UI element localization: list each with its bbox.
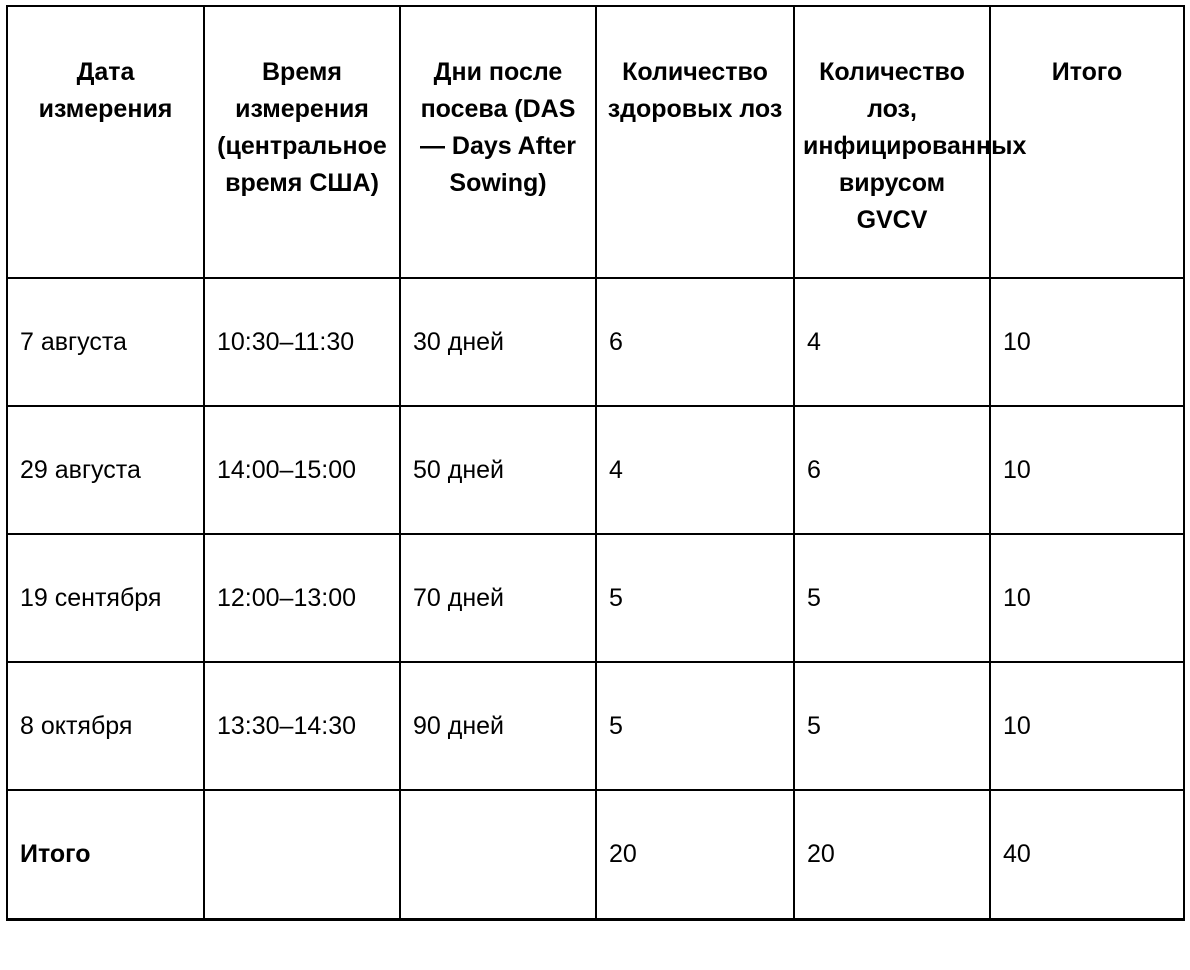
table-row [7, 662, 1184, 790]
cell-date: 29 августа [7, 406, 204, 534]
cell-infected: 5 [794, 662, 990, 790]
header-healthy: Количество здоровых лоз [596, 6, 794, 278]
table-row [7, 534, 1184, 662]
cell-time: 13:30–14:30 [204, 662, 400, 790]
cell-healthy: 4 [596, 406, 794, 534]
header-infected: Количество лоз, инфицированных вирусом GVCV [794, 6, 990, 278]
header-total: Итого [990, 6, 1184, 278]
cell-healthy: 5 [596, 662, 794, 790]
cell-infected: 5 [794, 534, 990, 662]
total-infected: 20 [794, 790, 990, 919]
cell-time [204, 790, 400, 919]
total-label: Итого [7, 790, 204, 919]
cell-date: 7 августа [7, 278, 204, 406]
cell-time: 12:00–13:00 [204, 534, 400, 662]
cell-date: 8 октября [7, 662, 204, 790]
measurements-table [6, 5, 1185, 921]
cell-das: 50 дней [400, 406, 596, 534]
table-row [7, 406, 1184, 534]
header-row [7, 6, 1184, 278]
cell-infected: 6 [794, 406, 990, 534]
header-das: Дни после посева (DAS — Days After Sowing) [400, 6, 596, 278]
cell-time: 10:30–11:30 [204, 278, 400, 406]
cell-time: 14:00–15:00 [204, 406, 400, 534]
cell-das: 70 дней [400, 534, 596, 662]
table-row [7, 278, 1184, 406]
cell-total: 10 [990, 406, 1184, 534]
total-row [7, 790, 1184, 919]
cell-healthy: 5 [596, 534, 794, 662]
header-date: Дата измерения [7, 6, 204, 278]
cell-das: 90 дней [400, 662, 596, 790]
cell-das [400, 790, 596, 919]
header-time: Время измерения (центральное время США) [204, 6, 400, 278]
total-healthy: 20 [596, 790, 794, 919]
cell-total: 10 [990, 662, 1184, 790]
cell-infected: 4 [794, 278, 990, 406]
cell-total: 10 [990, 278, 1184, 406]
total-all: 40 [990, 790, 1184, 919]
cell-das: 30 дней [400, 278, 596, 406]
cell-total: 10 [990, 534, 1184, 662]
cell-date: 19 сентября [7, 534, 204, 662]
cell-healthy: 6 [596, 278, 794, 406]
